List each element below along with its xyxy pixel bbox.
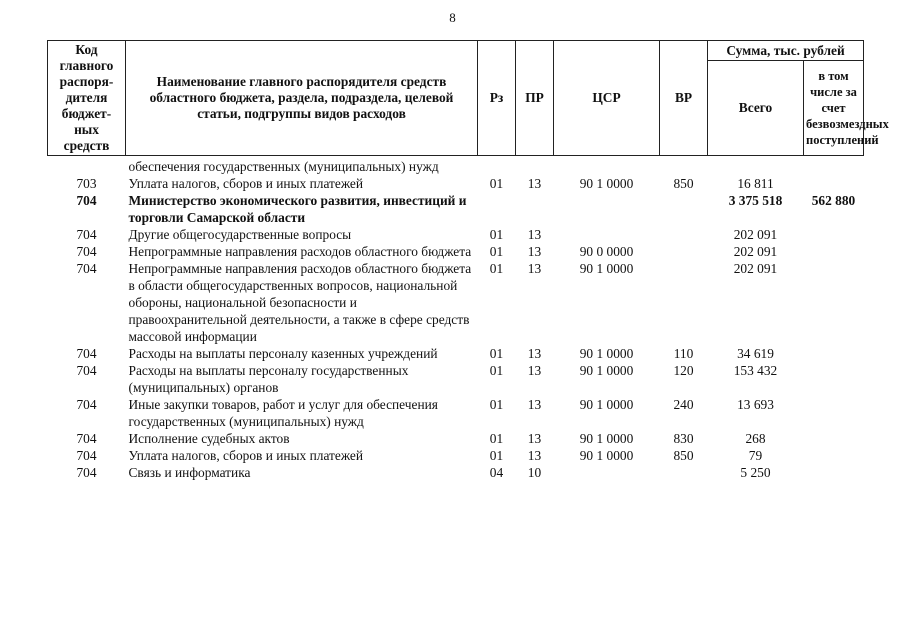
cell-rz: 01 <box>489 397 504 412</box>
cell-csr <box>554 464 660 481</box>
cell-code: 704 <box>76 261 97 276</box>
cell-grant <box>804 156 864 176</box>
table-row <box>48 447 864 464</box>
cell-name: Непрограммные направления расходов областного бюджета <box>128 244 472 259</box>
cell-pr: 13 <box>527 448 542 463</box>
cell-code <box>48 156 126 176</box>
cell-total: 13 693 <box>737 397 774 412</box>
cell-vr: 120 <box>673 363 694 378</box>
cell-pr <box>516 156 554 176</box>
cell-pr: 10 <box>527 465 542 480</box>
header-total: Всего <box>708 61 804 156</box>
table-row <box>48 192 864 226</box>
cell-vr <box>660 243 708 260</box>
cell-grant <box>804 430 864 447</box>
cell-name: Исполнение судебных актов <box>128 431 290 446</box>
cell-vr: 110 <box>673 346 694 361</box>
cell-rz: 01 <box>489 176 504 191</box>
cell-total <box>708 156 804 176</box>
cell-total: 79 <box>748 448 763 463</box>
cell-rz: 01 <box>489 346 504 361</box>
cell-csr: 90 1 0000 <box>579 176 634 191</box>
header-sum-group: Сумма, тыс. рублей <box>708 41 864 61</box>
cell-name: Уплата налогов, сборов и иных платежей <box>128 448 364 463</box>
cell-csr: 90 0 0000 <box>579 244 634 259</box>
cell-grant <box>804 464 864 481</box>
cell-pr: 13 <box>527 244 542 259</box>
cell-csr: 90 1 0000 <box>579 346 634 361</box>
cell-pr: 13 <box>527 176 542 191</box>
cell-rz <box>478 156 516 176</box>
cell-total: 34 619 <box>737 346 774 361</box>
cell-name: обеспечения государственных (муниципальных) нужд <box>128 159 439 174</box>
cell-csr: 90 1 0000 <box>579 261 634 276</box>
table-row <box>48 226 864 243</box>
table-row <box>48 156 864 176</box>
cell-grant <box>804 175 864 192</box>
cell-name: Уплата налогов, сборов и иных платежей <box>128 176 364 191</box>
cell-total: 153 432 <box>733 363 778 378</box>
cell-code: 704 <box>76 193 97 208</box>
budget-table <box>47 40 889 481</box>
cell-vr: 830 <box>673 431 694 446</box>
cell-total: 16 811 <box>737 176 774 191</box>
page-number: 8 <box>449 10 456 25</box>
table-row <box>48 362 864 396</box>
cell-code: 704 <box>76 363 97 378</box>
cell-csr: 90 1 0000 <box>579 448 634 463</box>
cell-vr <box>660 156 708 176</box>
cell-pr: 13 <box>527 261 542 276</box>
cell-pr: 13 <box>527 227 542 242</box>
cell-pr: 13 <box>527 363 542 378</box>
table-row <box>48 243 864 260</box>
table-row <box>48 260 864 345</box>
cell-total: 202 091 <box>733 261 778 276</box>
cell-name: Непрограммные направления расходов областного бюджета в области общегосударственных вопросов, национальной обороны, национальной безопасности и правоохранительной деятельности, а также в сфере средств массовой информации <box>128 261 472 344</box>
table-row <box>48 464 864 481</box>
cell-code: 704 <box>76 465 97 480</box>
cell-grant: 562 880 <box>811 193 856 208</box>
cell-csr <box>554 156 660 176</box>
cell-vr <box>660 260 708 345</box>
cell-rz: 01 <box>489 363 504 378</box>
header-pr: ПР <box>516 41 554 156</box>
cell-rz: 01 <box>489 261 504 276</box>
cell-total: 3 375 518 <box>728 193 783 208</box>
cell-rz: 01 <box>489 227 504 242</box>
cell-total: 202 091 <box>733 227 778 242</box>
cell-code: 704 <box>76 431 97 446</box>
cell-grant <box>804 243 864 260</box>
cell-rz: 01 <box>489 448 504 463</box>
table-row <box>48 175 864 192</box>
cell-total: 202 091 <box>733 244 778 259</box>
cell-name: Министерство экономического развития, инвестиций и торговли Самарской области <box>128 193 467 225</box>
cell-total: 5 250 <box>740 465 771 480</box>
cell-grant <box>804 260 864 345</box>
cell-pr: 13 <box>527 346 542 361</box>
header-vr: ВР <box>660 41 708 156</box>
cell-csr: 90 1 0000 <box>579 363 634 378</box>
header-grant: в том числе за счет безвозмездных поступлений <box>804 61 864 156</box>
cell-vr <box>660 192 708 226</box>
cell-name: Расходы на выплаты персоналу государственных (муниципальных) органов <box>128 363 409 395</box>
cell-name: Расходы на выплаты персоналу казенных учреждений <box>128 346 438 361</box>
cell-vr <box>660 226 708 243</box>
cell-code: 704 <box>76 244 97 259</box>
cell-name: Иные закупки товаров, работ и услуг для обеспечения государственных (муниципальных) нужд <box>128 397 438 429</box>
table-header <box>48 41 889 156</box>
cell-pr: 13 <box>527 397 542 412</box>
table-row <box>48 396 864 430</box>
cell-rz <box>478 192 516 226</box>
cell-vr: 240 <box>673 397 694 412</box>
cell-grant <box>804 226 864 243</box>
cell-pr <box>516 192 554 226</box>
cell-code: 704 <box>76 227 97 242</box>
cell-grant <box>804 362 864 396</box>
cell-vr <box>660 464 708 481</box>
cell-rz: 04 <box>489 465 504 480</box>
cell-csr: 90 1 0000 <box>579 431 634 446</box>
cell-code: 704 <box>76 397 97 412</box>
table-body <box>48 156 864 482</box>
table-row <box>48 345 864 362</box>
header-code: Код главного распоря-дителя бюджет-ных средств <box>48 41 126 156</box>
cell-code: 704 <box>76 448 97 463</box>
cell-rz: 01 <box>489 431 504 446</box>
cell-grant <box>804 447 864 464</box>
header-rz: Рз <box>478 41 516 156</box>
cell-grant <box>804 396 864 430</box>
cell-vr: 850 <box>673 176 694 191</box>
cell-csr <box>554 226 660 243</box>
cell-grant <box>804 345 864 362</box>
cell-rz: 01 <box>489 244 504 259</box>
cell-csr: 90 1 0000 <box>579 397 634 412</box>
table-row <box>48 430 864 447</box>
cell-code: 704 <box>76 346 97 361</box>
cell-csr <box>554 192 660 226</box>
cell-pr: 13 <box>527 431 542 446</box>
cell-name: Другие общегосударственные вопросы <box>128 227 352 242</box>
header-name: Наименование главного распорядителя средств областного бюджета, раздела, подраздела, целевой статьи, подгруппы видов расходов <box>126 41 478 156</box>
cell-vr: 850 <box>673 448 694 463</box>
cell-total: 268 <box>745 431 766 446</box>
cell-name: Связь и информатика <box>128 465 251 480</box>
cell-code: 703 <box>76 176 97 191</box>
header-csr: ЦСР <box>554 41 660 156</box>
